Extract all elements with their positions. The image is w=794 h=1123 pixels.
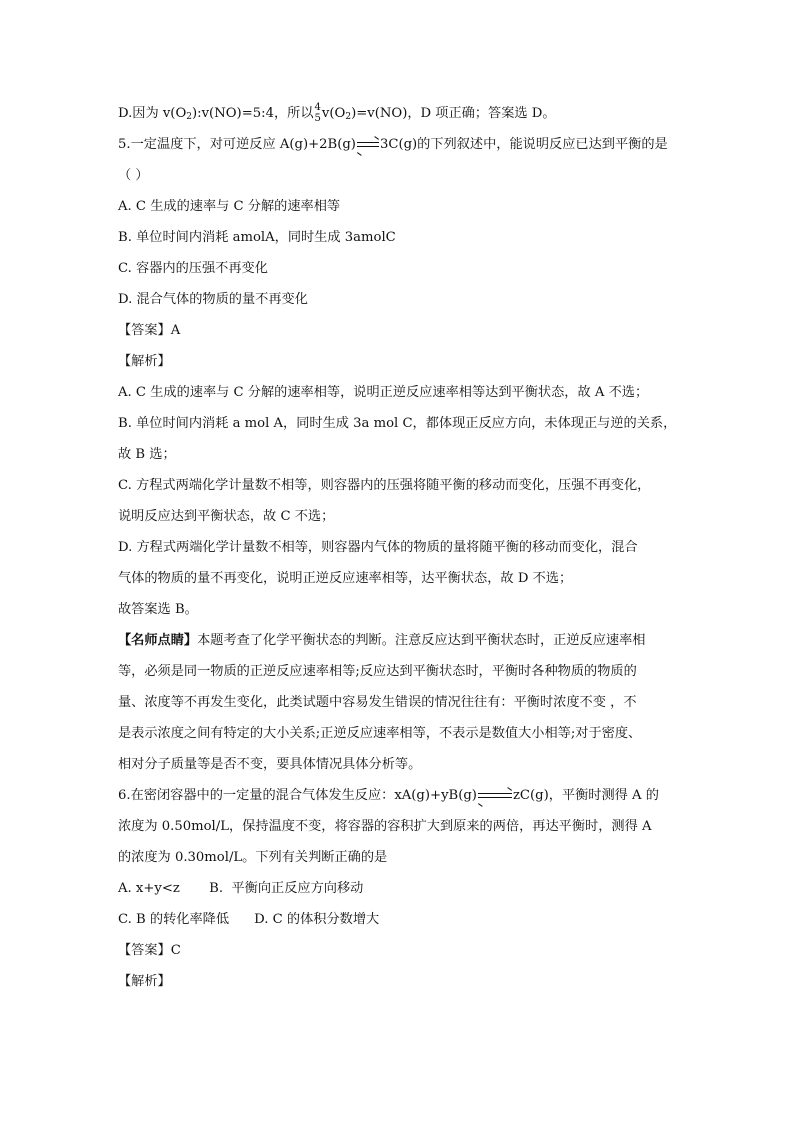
answer-label: 【答案】C	[118, 943, 181, 958]
option-d: D. 混合气体的物质的量不再变化	[118, 292, 308, 307]
text-run: zC(g)，平衡时测得 A 的	[512, 788, 659, 803]
question-stem: 的浓度为 0.30mol/L。下列有关判断正确的是	[118, 850, 388, 865]
analysis-line: D. 方程式两端化学计量数不相等，则容器内气体的物质的量将随平衡的移动而变化，混合	[118, 540, 638, 555]
analysis-line: A. C 生成的速率与 C 分解的速率相等，说明正逆反应速率相等达到平衡状态，故 A 不选；	[118, 385, 649, 400]
text-run: )=v(NO)，D 项正确；答案选 D。	[351, 106, 556, 121]
fraction	[315, 102, 321, 124]
subscript: 2	[345, 112, 352, 122]
text-run: 6.在密闭容器中的一定量的混合气体发生反应：xA(g)+yB(g)	[118, 788, 477, 803]
analysis-line: B. 单位时间内消耗 a mol A，同时生成 3a mol C，都体现正反应方向，未体现正与逆的关系，	[118, 416, 677, 431]
teacher-note-line: 量、浓度等不再发生变化，此类试题中容易发生错误的情况往往有：平衡时浓度不变 ，不	[118, 695, 637, 710]
subscript: 2	[186, 112, 193, 122]
answer-label: 【答案】A	[118, 323, 181, 338]
option-row: C. B 的转化率降低 D. C 的体积分数增大	[118, 912, 380, 927]
text-run: 3C(g)的下列叙述中，能说明反应已达到平衡的是	[379, 137, 668, 152]
analysis-line: 说明反应达到平衡状态，故 C 不选；	[118, 509, 335, 524]
teacher-note-line: 是表示浓度之间有特定的大小关系;正逆反应速率相等，不表示是数值大小相等;对于密度、	[118, 726, 642, 741]
option-b: B. 单位时间内消耗 amolA，同时生成 3amolC	[118, 230, 396, 245]
question-stem	[118, 780, 678, 811]
text-run: 本题考查了化学平衡状态的判断。注意反应达到平衡状态时，正逆反应速率相	[197, 633, 646, 648]
analysis-label: 【解析】	[118, 974, 171, 989]
fraction-numerator: 4	[314, 101, 321, 113]
option-a: A. C 生成的速率与 C 分解的速率相等	[118, 199, 341, 214]
fraction-denominator: 5	[314, 112, 321, 124]
answer-blank: （ ）	[118, 168, 149, 183]
text-line	[118, 98, 678, 129]
teacher-note-label: 【名师点睛】	[118, 633, 198, 648]
text-run: 5.一定温度下，对可逆反应 A(g)+2B(g)	[118, 137, 356, 152]
analysis-line: C. 方程式两端化学计量数不相等，则容器内的压强将随平衡的移动而变化，压强不再变化，	[118, 478, 651, 493]
equilibrium-arrow-icon	[478, 792, 512, 800]
question-stem: 浓度为 0.50mol/L，保持温度不变，将容器的容积扩大到原来的两倍，再达平衡时，测得 A	[118, 819, 652, 834]
option-c: C. 容器内的压强不再变化	[118, 261, 268, 276]
text-run: v(O	[321, 106, 346, 121]
analysis-line: 气体的物质的量不再变化，说明正逆反应速率相等，达平衡状态，故 D 不选；	[118, 571, 573, 586]
teacher-note-line: 相对分子质量等是否不变，要具体情况具体分析等。	[118, 757, 422, 772]
question-stem	[118, 129, 678, 160]
text-run: D.因为 v(O	[118, 106, 187, 121]
equilibrium-arrow-icon	[357, 141, 379, 149]
analysis-label: 【解析】	[118, 354, 171, 369]
text-run: ):v(NO)=5:4，所以	[192, 106, 314, 121]
teacher-note-line: 等，必须是同一物质的正逆反应速率相等;反应达到平衡状态时，平衡时各种物质的物质的	[118, 664, 637, 679]
option-row: A. x+y<z B. 平衡向正反应方向移动	[118, 881, 364, 896]
teacher-note-line	[118, 625, 678, 656]
document-page	[118, 98, 678, 997]
analysis-line: 故答案选 B。	[118, 602, 198, 617]
analysis-line: 故 B 选；	[118, 447, 176, 462]
